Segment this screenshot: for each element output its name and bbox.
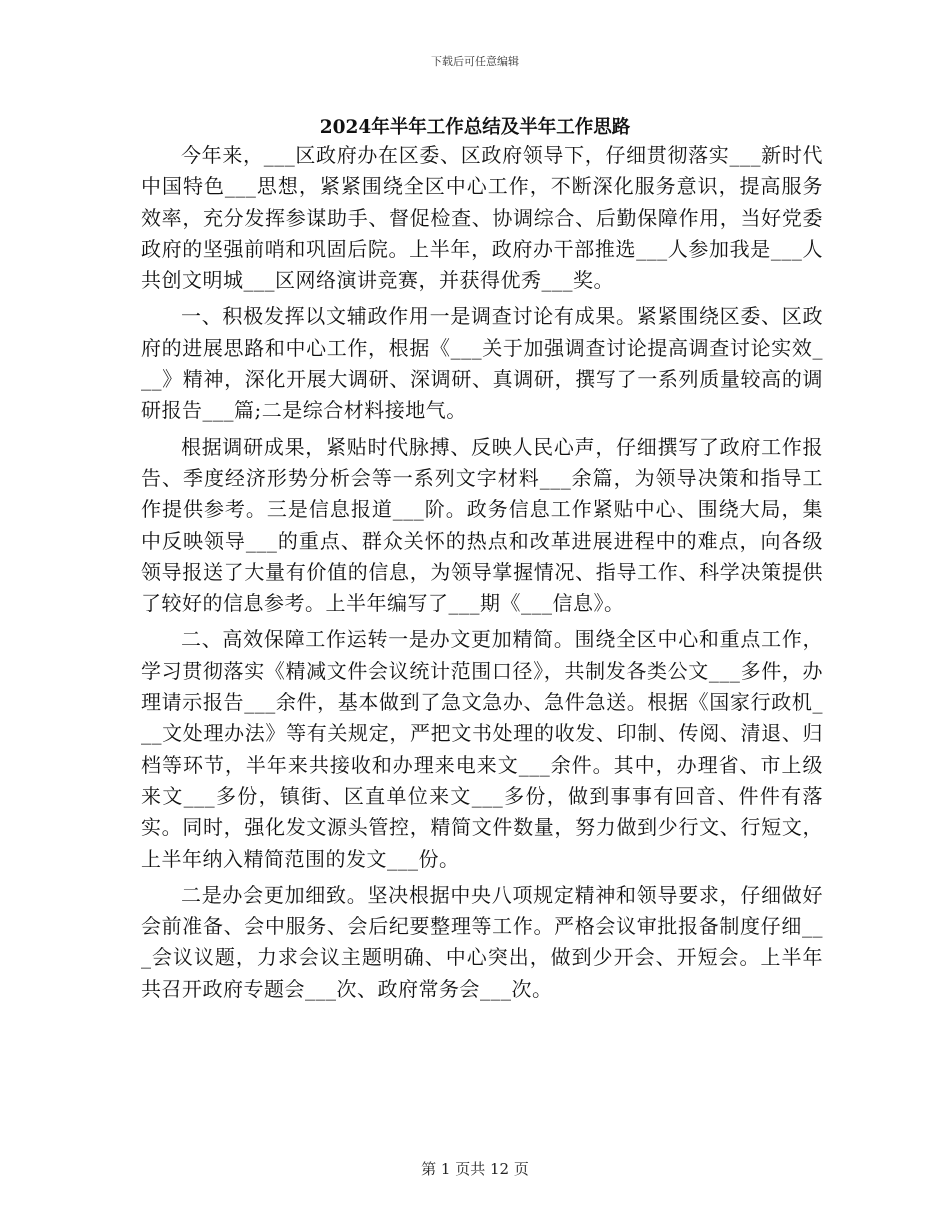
header-note: 下载后可任意编辑 (431, 55, 519, 68)
paragraph-meetings: 二是办会更加细致。坚决根据中央八项规定精神和领导要求，仔细做好会前准备、会中服务、会后纪要整理等工作。严格会议审批报备制度仔细___会议议题，力求会议主题明确、中心突出，做到少开会、开短会。上半年共召开政府专题会___次、政府常务会___次。 (141, 882, 823, 1001)
page-footer: 第 1 页共 12 页 (421, 1160, 529, 1178)
document-body (141, 140, 823, 1010)
paragraph-intro: 今年来，___区政府办在区委、区政府领导下，仔细贯彻落实___新时代中国特色___思想，紧紧围绕全区中心工作，不断深化服务意识，提高服务效率，充分发挥参谋助手、督促检查、协调综合、后勤保障作用，当好党委政府的坚强前哨和巩固后院。上半年，政府办干部推选___人参加我是___人共创文明城___区网络演讲竞赛，并获得优秀___奖。 (141, 143, 823, 293)
document-title: 2024年半年工作总结及半年工作思路 (319, 117, 631, 138)
paragraph-research-results: 根据调研成果，紧贴时代脉搏、反映人民心声，仔细撰写了政府工作报告、季度经济形势分析会等一系列文字材料___余篇，为领导决策和指导工作提供参考。三是信息报道___阶。政务信息工作紧贴中心、围绕大局，集中反映领导___的重点、群众关怀的热点和改革进展进程中的难点，向各级领导报送了大量有价值的信息，为领导掌握情况、指导工作、科学决策提供了较好的信息参考。上半年编写了___期《___信息》。 (141, 434, 823, 616)
paragraph-section-1: 一、积极发挥以文辅政作用一是调查讨论有成果。紧紧围绕区委、区政府的进展思路和中心工作，根据《___关于加强调查讨论提高调查讨论实效___》精神，深化开展大调研、深调研、真调研，撰写了一系列质量较高的调研报告___篇;二是综合材料接地气。 (141, 304, 823, 423)
paragraph-section-2: 二、高效保障工作运转一是办文更加精简。围绕全区中心和重点工作，学习贯彻落实《精减文件会议统计范围口径》，共制发各类公文___多件，办理请示报告___余件，基本做到了急文急办、急件急送。根据《国家行政机___文处理办法》等有关规定，严把文书处理的收发、印制、传阅、清退、归档等环节，半年来共接收和办理来电来文___余件。其中，办理省、市上级来文___多份，镇街、区直单位来文___多份，做到事事有回音、件件有落实。同时，强化发文源头管控，精简文件数量，努力做到少行文、行短文，上半年纳入精简范围的发文___份。 (141, 627, 823, 871)
